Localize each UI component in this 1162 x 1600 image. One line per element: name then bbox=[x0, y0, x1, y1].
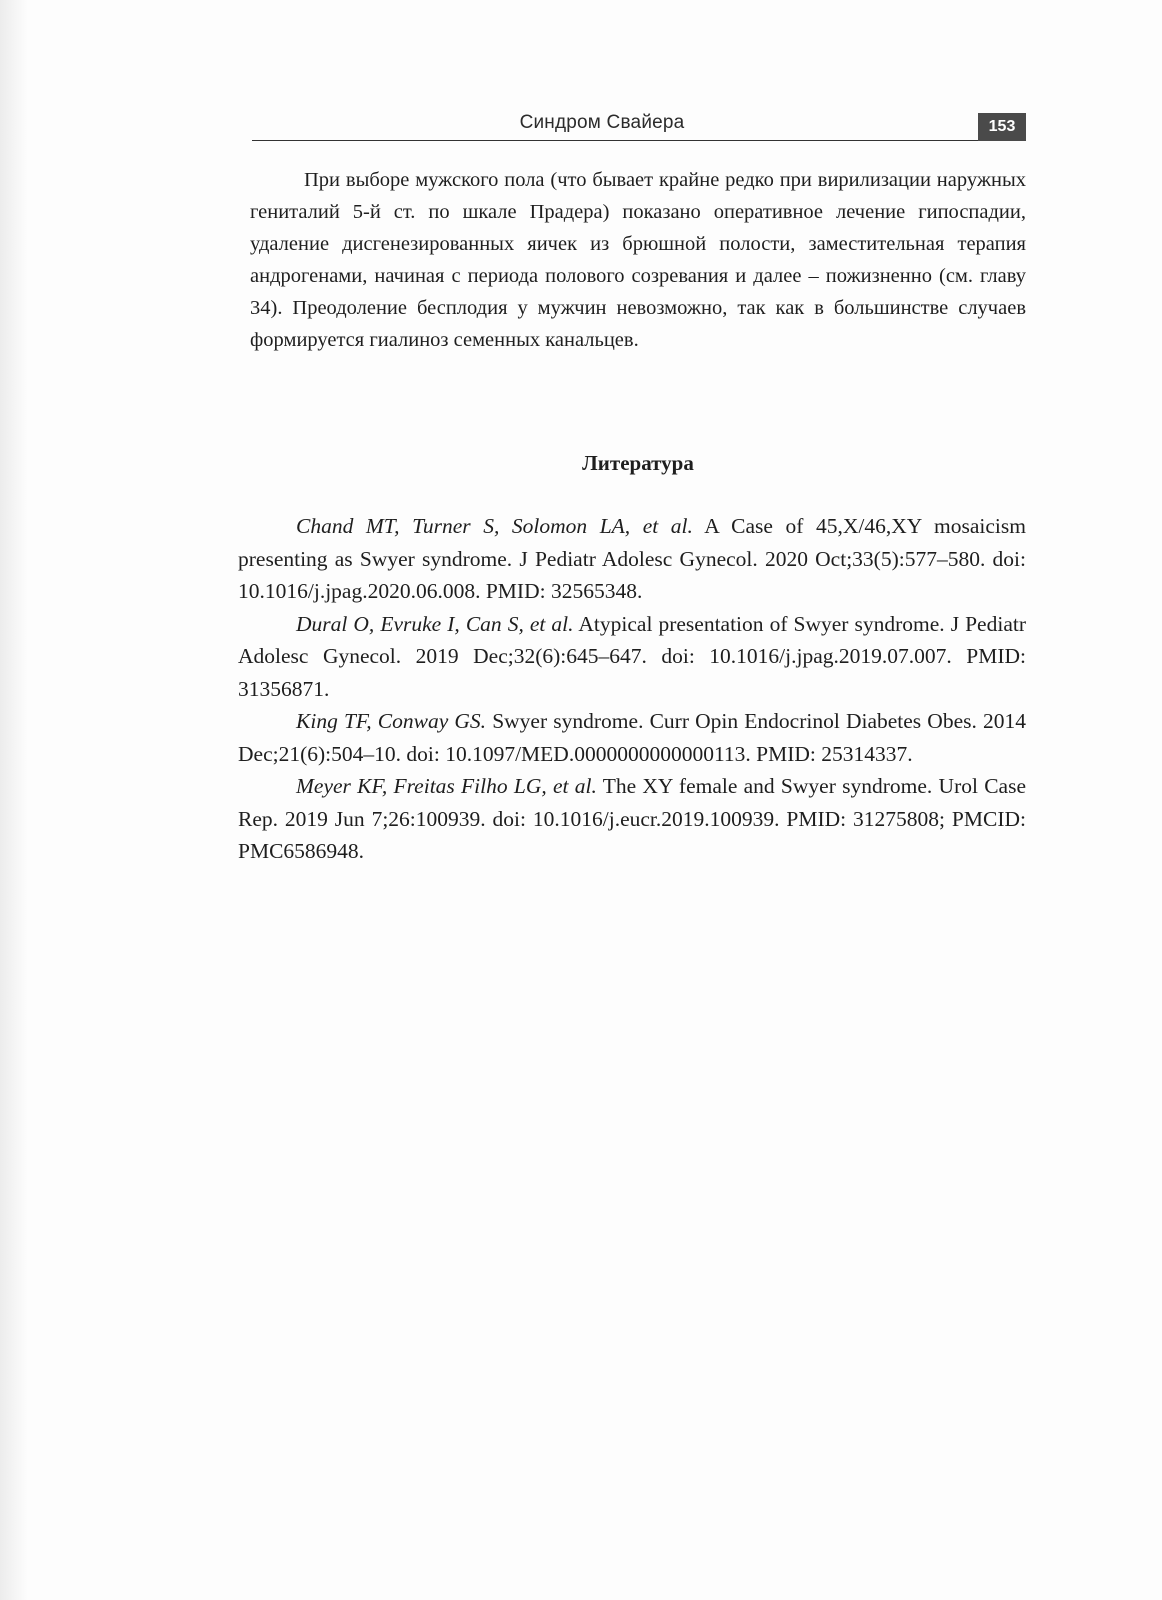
reference-item bbox=[238, 705, 1026, 770]
reference-authors: King TF, Conway GS. bbox=[296, 709, 487, 733]
reference-list bbox=[238, 510, 1026, 868]
reference-text: The XY female and Swyer syndrome. Urol Case Rep. 2019 Jun 7;26:100939. doi: 10.1016/j.eucr.2019.100939. PMID: 31275808; PMCID: PMC6586948. bbox=[238, 774, 1026, 863]
reference-item bbox=[238, 608, 1026, 706]
running-header bbox=[252, 110, 1000, 141]
reference-authors: Dural O, Evruke I, Can S, et al. bbox=[296, 611, 574, 636]
running-title: Синдром Свайера bbox=[519, 112, 685, 133]
reference-text: A Case of 45,X/46,XY mosaicism presenting as Swyer syndrome. J Pediatr Adolesc Gynecol. 2020 Oct;33(5):577–580. doi: 10.1016/j.jpag.2020.06.008. PMID: 32565348. bbox=[238, 514, 1026, 603]
reference-item bbox=[238, 510, 1026, 608]
reference-authors: Meyer KF, Freitas Filho LG, et al. bbox=[296, 774, 597, 798]
reference-text: Swyer syndrome. Curr Opin Endocrinol Diabetes Obes. 2014 Dec;21(6):504–10. doi: 10.1097/MED.0000000000000113. PMID: 25314337. bbox=[238, 709, 1027, 766]
literature-heading: Литература bbox=[582, 451, 694, 475]
page-number: 153 bbox=[978, 113, 1026, 141]
reference-item bbox=[238, 770, 1026, 868]
reference-text: Atypical presentation of Swyer syndrome. J Pediatr Adolesc Gynecol. 2019 Dec;32(6):645–647. doi: 10.1016/j.​jpag.2019.07.007. PMID: 31356871. bbox=[238, 611, 1026, 701]
page-edge-shadow bbox=[0, 0, 28, 1600]
body-paragraph: При выборе мужского пола (что бывает крайне редко при вирилизации наружных гениталий 5-й ст. по шкале Прадера) показано оперативное лечение гипоспадии, удаление дисгенезированных яичек из брюшной полости, заместительная терапия андрогенами, начиная с периода полового созревания и далее – пожизненно (см. главу 34). Преодоление бесплодия у мужчин невозможно, так как в большинстве случаев формируется гиалиноз семенных канальцев. bbox=[250, 169, 1026, 351]
reference-authors: Chand MT, Turner S, Solomon LA, et al. bbox=[296, 514, 693, 538]
